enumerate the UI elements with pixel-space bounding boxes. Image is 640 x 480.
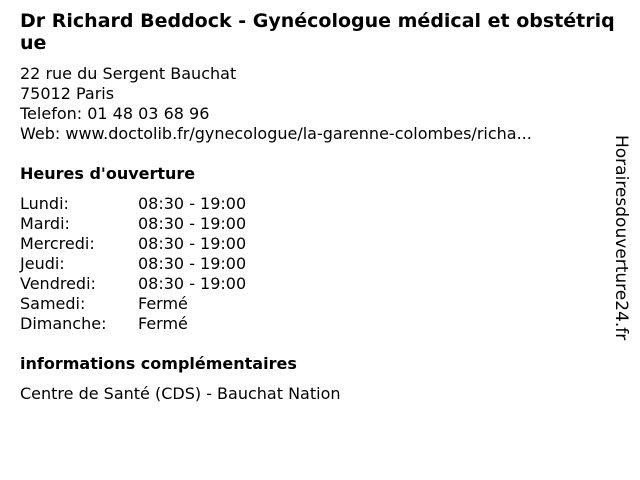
time-value: 08:30 - 19:00 [138, 254, 247, 273]
hours-row-tuesday [20, 214, 246, 234]
hours-row-wednesday [20, 234, 246, 254]
opening-hours-heading: Heures d'ouverture [20, 164, 196, 183]
time-value: 08:30 - 19:00 [138, 234, 247, 253]
day-label: Mardi: [20, 214, 70, 233]
day-label: Dimanche: [20, 314, 107, 333]
hours-row-thursday [20, 254, 246, 274]
address-block [20, 64, 600, 144]
street-address: 22 rue du Sergent Bauchat [20, 64, 237, 83]
time-value: Fermé [138, 294, 188, 313]
opening-hours-table [20, 194, 246, 334]
website-link[interactable]: Web: www.doctolib.fr/gynecologue/la-garenne-colombes/richa... [20, 124, 532, 143]
site-watermark: Horairesdouverture24.fr [611, 135, 631, 341]
hours-row-saturday [20, 294, 246, 314]
additional-info-heading: informations complémentaires [20, 354, 297, 373]
day-label: Jeudi: [20, 254, 65, 273]
day-label: Lundi: [20, 194, 69, 213]
phone-number[interactable]: Telefon: 01 48 03 68 96 [20, 104, 210, 123]
hours-row-sunday [20, 314, 246, 334]
additional-info-text: Centre de Santé (CDS) - Bauchat Nation [20, 384, 341, 403]
time-value: 08:30 - 19:00 [138, 194, 247, 213]
hours-row-friday [20, 274, 246, 294]
day-label: Vendredi: [20, 274, 96, 293]
day-label: Samedi: [20, 294, 86, 313]
time-value: Fermé [138, 314, 188, 333]
time-value: 08:30 - 19:00 [138, 214, 247, 233]
page-title: Dr Richard Beddock - Gynécologue médical et obstétrique [20, 10, 615, 54]
day-label: Mercredi: [20, 234, 95, 253]
time-value: 08:30 - 19:00 [138, 274, 247, 293]
city-postcode: 75012 Paris [20, 84, 115, 103]
hours-row-monday [20, 194, 246, 214]
